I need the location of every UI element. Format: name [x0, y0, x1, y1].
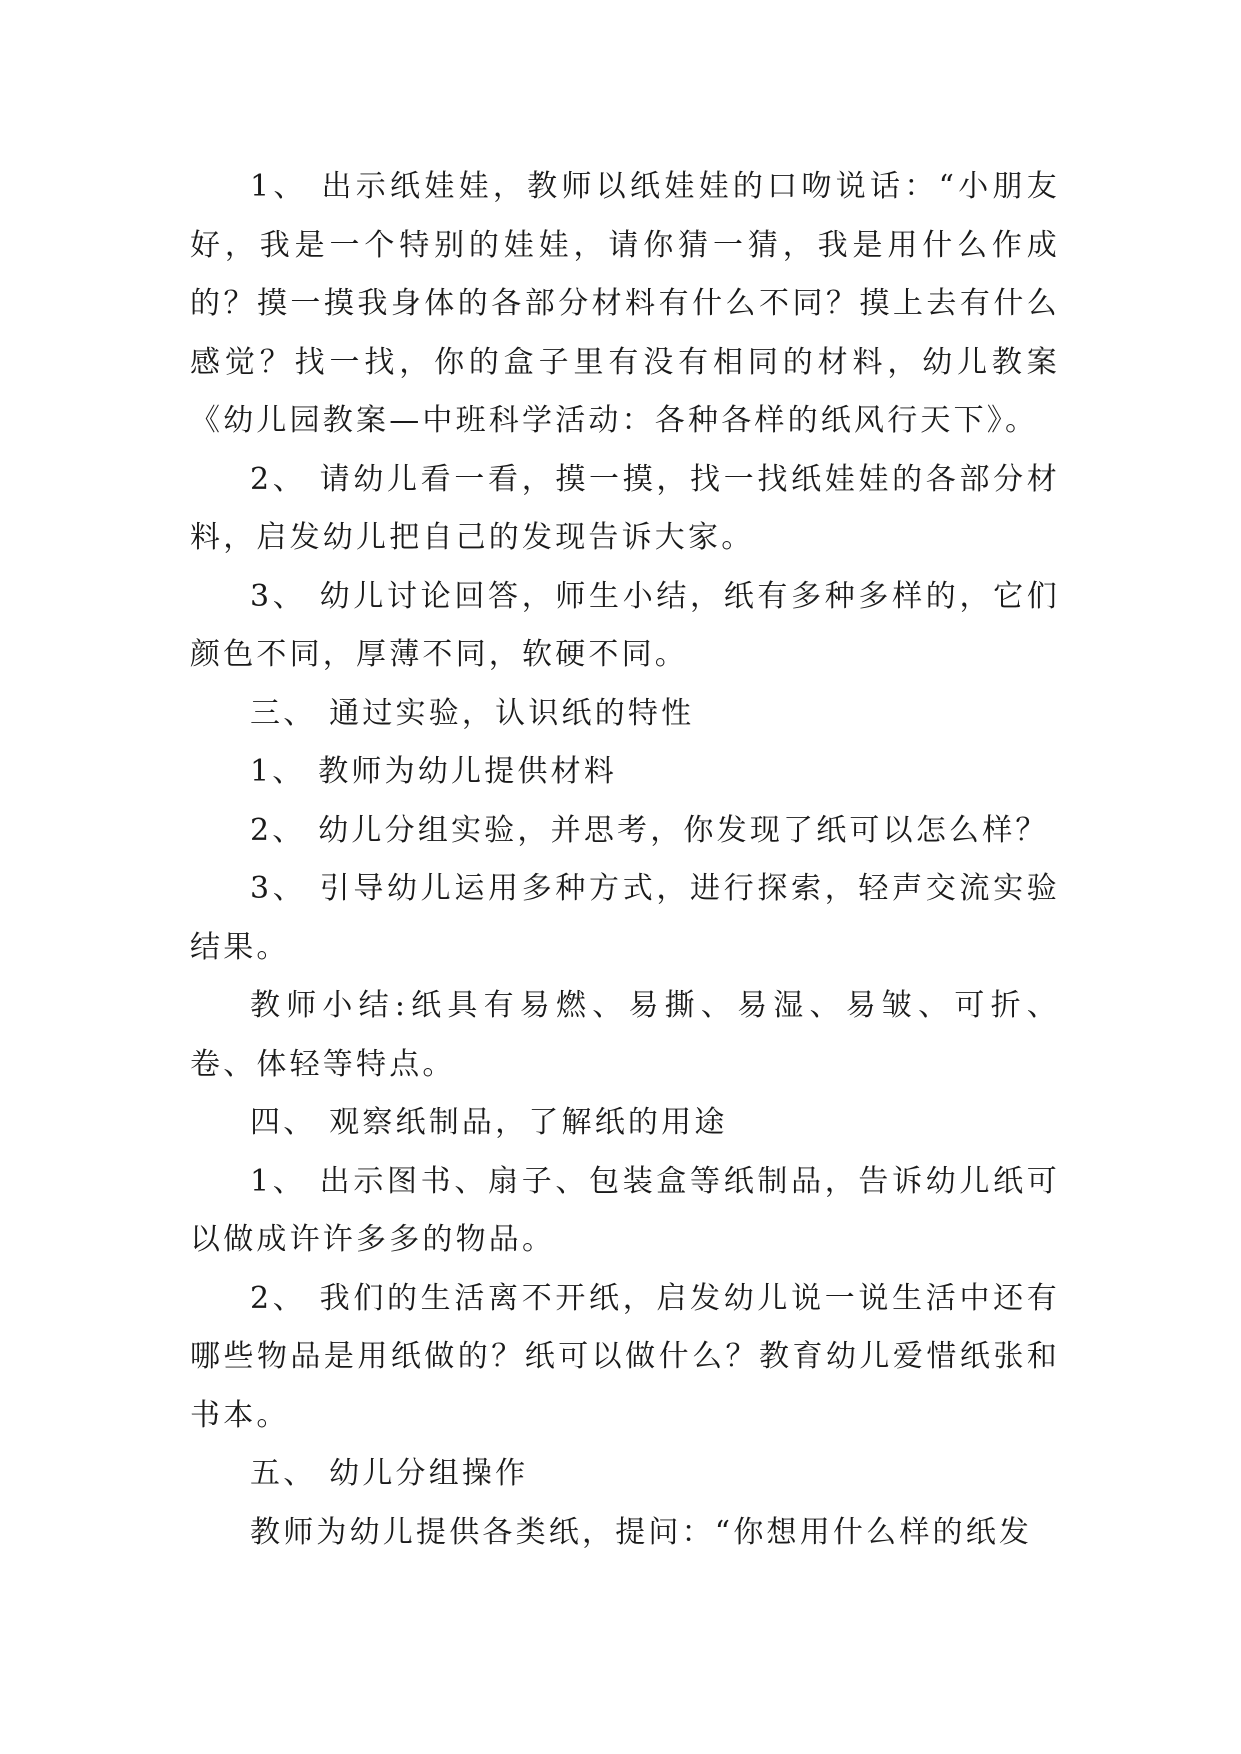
paragraph: 2、 我们的生活离不开纸，启发幼儿说一说生活中还有哪些物品是用纸做的？纸可以做什么？教育幼儿爱惜纸张和书本。: [190, 1280, 1060, 1433]
paragraph: 1、 出示图书、扇子、包装盒等纸制品，告诉幼儿纸可以做成许许多多的物品。: [190, 1163, 1060, 1257]
paragraph: 1、 教师为幼儿提供材料: [250, 754, 618, 789]
paragraph: 2、 请幼儿看一看，摸一摸，找一找纸娃娃的各部分材料，启发幼儿把自己的发现告诉大家。: [190, 461, 1060, 555]
paragraph: 3、 幼儿讨论回答，师生小结，纸有多种多样的，它们颜色不同，厚薄不同，软硬不同。: [190, 578, 1060, 672]
document-body: [190, 158, 1060, 1562]
paragraph: 1、 出示纸娃娃，教师以纸娃娃的口吻说话：“小朋友好，我是一个特别的娃娃，请你猜一猜，我是用什么作成的？摸一摸我身体的各部分材料有什么不同？摸上去有什么感觉？找一找，你的盒子里有没有相同的材料，幼儿教案《幼儿园教案—中班科学活动：各种各样的纸风行天下》。: [190, 169, 1060, 438]
paragraph: 2、 幼儿分组实验，并思考，你发现了纸可以怎么样？: [250, 812, 1049, 848]
paragraph: 3、 引导幼儿运用多种方式，进行探索，轻声交流实验结果。: [190, 871, 1060, 965]
paragraph: 教师小结:纸具有易燃、易撕、易湿、易皱、可折、卷、体轻等特点。: [190, 988, 1060, 1082]
paragraph: 教师为幼儿提供各类纸，提问：“你想用什么样的纸发: [250, 1514, 1033, 1550]
section-heading: 三、 通过实验，认识纸的特性: [250, 695, 695, 731]
section-heading: 五、 幼儿分组操作: [250, 1456, 529, 1491]
section-heading: 四、 观察纸制品，了解纸的用途: [250, 1105, 728, 1140]
